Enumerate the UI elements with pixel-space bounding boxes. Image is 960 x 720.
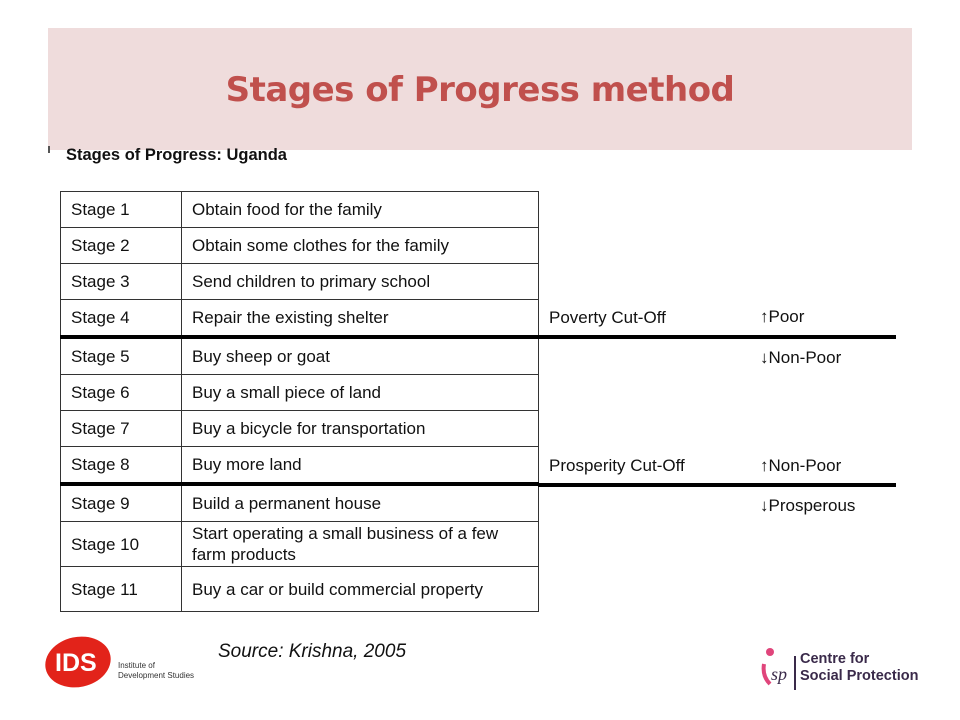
activity-cell: Build a permanent house — [182, 484, 539, 522]
ids-logo — [42, 632, 212, 692]
table-row — [61, 300, 539, 338]
poverty-below-label: ↓Non-Poor — [760, 348, 842, 367]
stage-cell: Stage 8 — [61, 447, 182, 485]
ids-logo-line2: Development Studies — [118, 671, 195, 680]
slide-title: Stages of Progress method — [225, 70, 735, 110]
activity-cell: Buy more land — [182, 447, 539, 485]
prosperity-above-label: ↑Non-Poor — [760, 456, 842, 475]
stage-cell: Stage 2 — [61, 228, 182, 264]
csp-logo-mark: sp — [771, 664, 788, 684]
table-title: Stages of Progress: Uganda — [66, 146, 287, 164]
activity-cell: Obtain food for the family — [182, 192, 539, 228]
stage-cell: Stage 5 — [61, 337, 182, 375]
activity-cell: Repair the existing shelter — [182, 300, 539, 338]
stage-cell: Stage 7 — [61, 411, 182, 447]
poverty-above-label: ↑Poor — [760, 307, 805, 326]
prosperity-cutoff-line — [538, 483, 896, 487]
activity-cell: Send children to primary school — [182, 264, 539, 300]
table-row — [61, 337, 539, 375]
table-row — [61, 264, 539, 300]
ids-logo-mark: IDS — [55, 649, 97, 677]
stage-cell: Stage 1 — [61, 192, 182, 228]
activity-cell: Buy sheep or goat — [182, 337, 539, 375]
csp-logo-line2: Social Protection — [800, 668, 919, 684]
table-row — [61, 567, 539, 612]
activity-cell: Buy a bicycle for transportation — [182, 411, 539, 447]
table-row — [61, 375, 539, 411]
table-row — [61, 447, 539, 485]
csp-logo-line1: Centre for — [800, 651, 870, 667]
csp-logo-text — [800, 651, 918, 685]
left-rule — [48, 146, 50, 153]
stages-table — [60, 191, 539, 612]
table-row — [61, 192, 539, 228]
activity-cell: Buy a small piece of land — [182, 375, 539, 411]
poverty-cutoff-line — [538, 335, 896, 339]
stage-cell: Stage 9 — [61, 484, 182, 522]
source-citation: Source: Krishna, 2005 — [218, 641, 407, 662]
stage-cell: Stage 10 — [61, 522, 182, 567]
stage-cell: Stage 6 — [61, 375, 182, 411]
prosperity-cutoff-label: Prosperity Cut-Off — [549, 456, 685, 475]
ids-logo-line1: Institute of — [118, 661, 155, 670]
table-row — [61, 228, 539, 264]
poverty-cutoff-label: Poverty Cut-Off — [549, 308, 666, 327]
activity-cell: Start operating a small business of a few farm products — [182, 522, 539, 567]
table-row — [61, 522, 539, 567]
activity-cell: Obtain some clothes for the family — [182, 228, 539, 264]
stage-cell: Stage 4 — [61, 300, 182, 338]
prosperity-below-label: ↓Prosperous — [760, 496, 856, 515]
stage-cell: Stage 3 — [61, 264, 182, 300]
table-row — [61, 411, 539, 447]
activity-cell: Buy a car or build commercial property — [182, 567, 539, 612]
table-row — [61, 484, 539, 522]
stage-cell: Stage 11 — [61, 567, 182, 612]
